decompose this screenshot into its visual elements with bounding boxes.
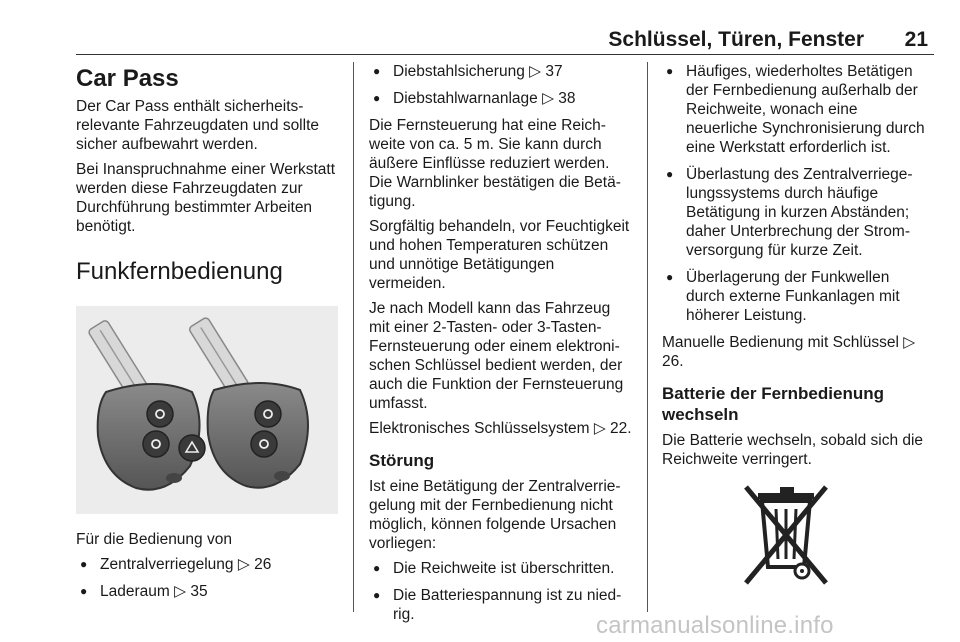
column-2: [369, 62, 633, 632]
cause-list-2: [662, 62, 926, 325]
header-rule: [76, 54, 934, 55]
column-3: [662, 62, 926, 594]
list-item: ● Diebstahlsicherung ▷ 37: [369, 62, 633, 81]
care-paragraph: Sorgfältig behandeln, vor Feuchtigkeit und hohen Temperaturen schützen und unnötige Betätigungen vermeiden.: [369, 218, 630, 292]
column-1: [76, 62, 338, 609]
funkfernbedienung-heading: Funkfernbedienung: [76, 258, 283, 285]
cause-list-1: [369, 559, 633, 624]
list-item: ● Überlastung des Zentralverriegelungssystems durch häufige Betätigung in kurzen Abständen; daher Unterbrechung der Stromversorgung für kurze Zeit.: [662, 165, 926, 260]
column-divider-1: [353, 62, 354, 612]
car-pass-heading: Car Pass: [76, 65, 179, 92]
function-list-2: [369, 62, 633, 108]
list-item: ● Diebstahlwarnanlage ▷ 38: [369, 89, 633, 108]
list-item: ● Zentralverriegelung ▷ 26: [76, 555, 338, 574]
manual-operation-paragraph: Manuelle Bedienung mit Schlüssel ▷ 26.: [662, 334, 916, 370]
list-item: ● Die Batteriespannung ist zu niedrig.: [369, 586, 633, 624]
key-fob-2-button: [208, 383, 308, 488]
remote-keys-illustration: [76, 306, 338, 514]
weee-disposal-icon: [662, 479, 924, 594]
bedienung-intro: Für die Bedienung von: [76, 531, 232, 548]
car-pass-paragraph-1: Der Car Pass enthält sicherheitsrelevante Fahrzeugdaten und sollte sicher aufbewahrt werden.: [76, 98, 319, 153]
list-item: ● Häufiges, wiederholtes Betätigen der Fernbedienung außerhalb der Reichweite, wonach eine neuerliche Synchronisierung durch eine Werkstatt erforderlich ist.: [662, 62, 926, 157]
model-paragraph: Je nach Modell kann das Fahrzeug mit einer 2-Tasten- oder 3-Tasten-Fernsteuerung oder einem elektronischen Schlüssel bedient werden, der auch die Funktion der Fernsteuerung umfasst.: [369, 300, 624, 412]
stoerung-heading: Störung: [369, 451, 435, 470]
list-item: ● Laderaum ▷ 35: [76, 582, 338, 601]
key-system-reference: Elektronisches Schlüsselsystem ▷ 22.: [369, 420, 632, 437]
section-title: Schlüssel, Türen, Fenster: [608, 28, 864, 51]
column-divider-2: [647, 62, 648, 612]
function-list-1: [76, 555, 338, 601]
stoerung-paragraph: Ist eine Betätigung der Zentralverriegelung mit der Fernbedienung nicht möglich, können folgende Ursachen vorliegen:: [369, 478, 621, 552]
list-item: ● Die Reichweite ist überschritten.: [369, 559, 633, 578]
key-fob-3-button: [98, 384, 205, 490]
battery-heading: Batterie der Fernbedienung wechseln: [662, 384, 884, 424]
list-item: ● Überlagerung der Funkwellen durch externe Funkanlagen mit höherer Leistung.: [662, 268, 926, 325]
range-paragraph: Die Fernsteuerung hat eine Reichweite von ca. 5 m. Sie kann durch äußere Einflüsse reduziert werden. Die Warnblinker bestätigen die Betätigung.: [369, 117, 621, 210]
car-pass-paragraph-2: Bei Inanspruchnahme einer Werkstatt werden diese Fahrzeugdaten zur Durchführung bestimmter Arbeiten benötigt.: [76, 161, 336, 235]
watermark: carmanualsonline.info: [596, 612, 834, 639]
page-number: 21: [904, 28, 928, 51]
battery-paragraph: Die Batterie wechseln, sobald sich die Reichweite verringert.: [662, 432, 924, 468]
page-header: [76, 28, 934, 54]
